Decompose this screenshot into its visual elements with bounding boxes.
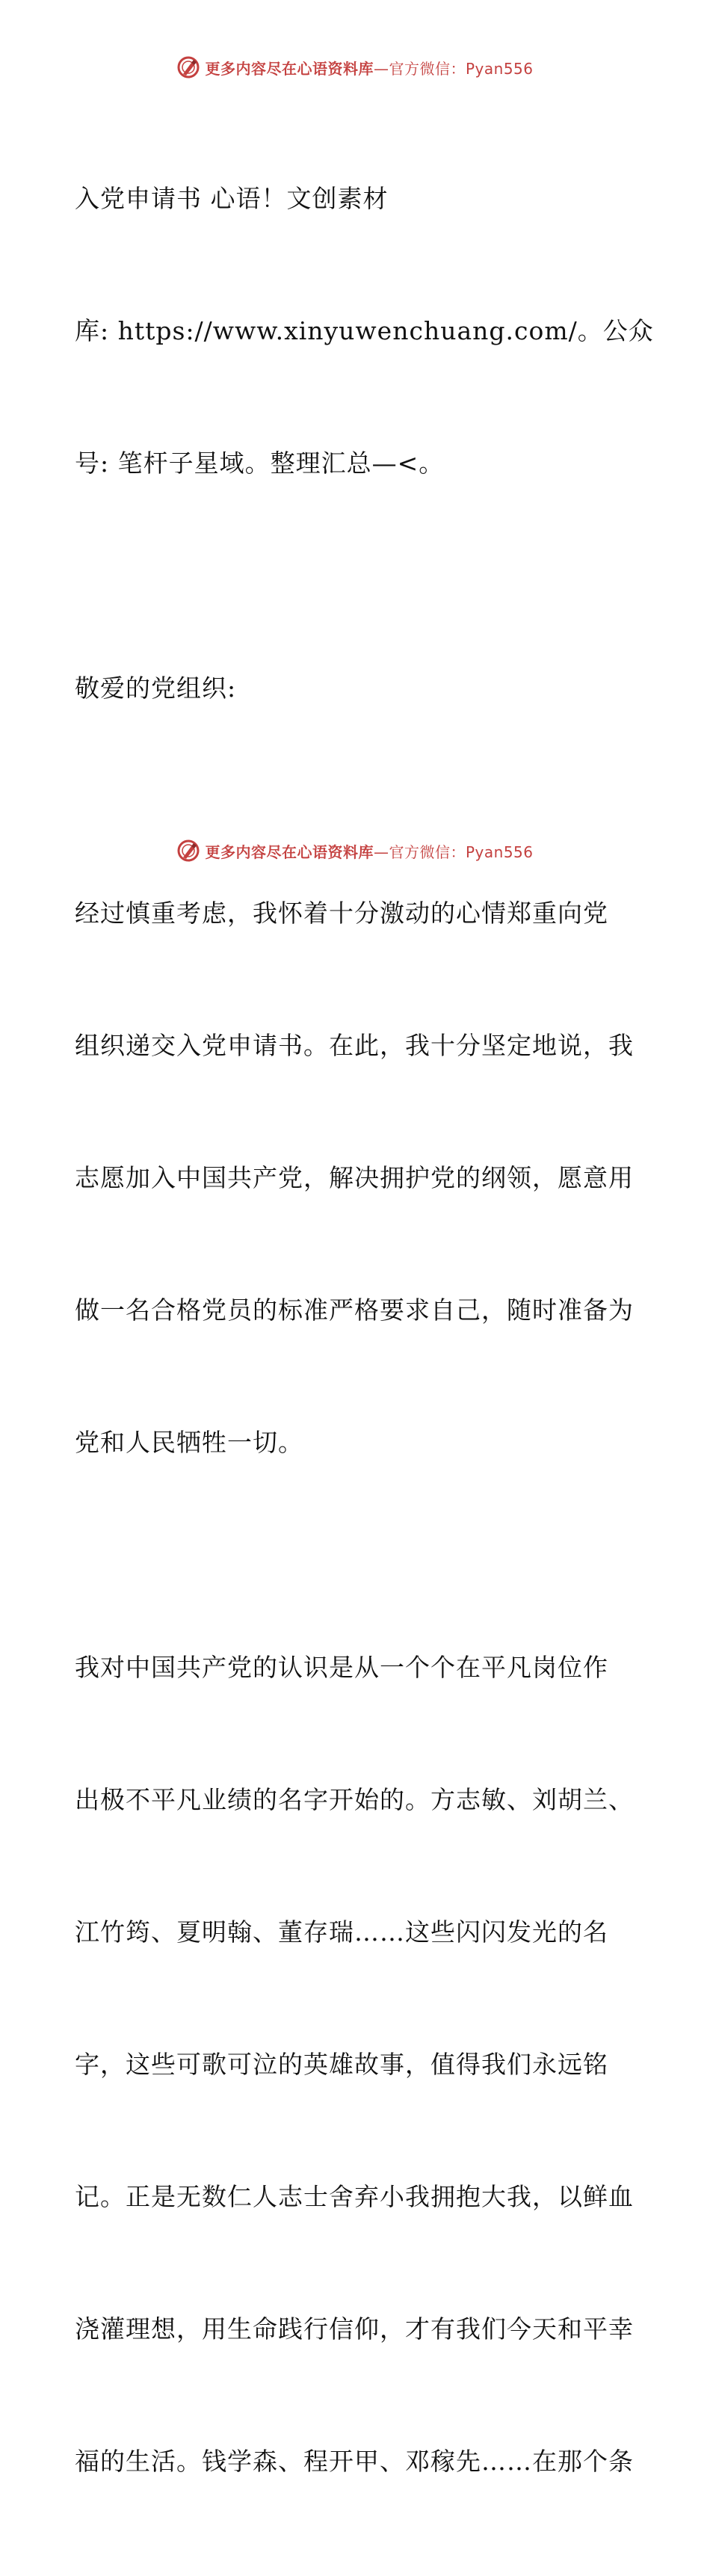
banner-separator: — (373, 842, 389, 861)
salutation-line: 敬爱的党组织: (75, 674, 237, 703)
banner-wechat-label: 官方微信： (389, 842, 466, 861)
banner-text (205, 840, 533, 862)
banner-wechat-id: Pyan556 (465, 59, 534, 78)
banner-title: 更多内容尽在心语资料库 (205, 59, 374, 78)
paragraph-line: 经过慎重考虑，我怀着十分激动的心情郑重向党 (75, 899, 608, 928)
paragraph-line: 组织递交入党申请书。在此，我十分坚定地说，我 (75, 1031, 634, 1060)
header-line: 入党申请书 心语！文创素材 (75, 184, 389, 213)
header-watermark-banner (0, 52, 710, 82)
pen-nib-logo-icon (176, 839, 200, 863)
paragraph-line: 我对中国共产党的认识是从一个个在平凡岗位作 (75, 1653, 608, 1682)
banner-title: 更多内容尽在心语资料库 (205, 842, 374, 861)
footer-watermark-banner (0, 836, 710, 866)
paragraph-line: 江竹筠、夏明翰、董存瑞……这些闪闪发光的名 (75, 1917, 608, 1947)
paragraph-line: 福的生活。钱学森、程开甲、邓稼先……在那个条 (75, 2447, 634, 2476)
pen-nib-logo-icon (176, 55, 200, 79)
paragraph-line: 字，这些可歌可泣的英雄故事，值得我们永远铭 (75, 2050, 608, 2079)
banner-separator: — (373, 59, 389, 78)
paragraph-2 (75, 1557, 643, 2572)
paragraph-line: 做一名合格党员的标准严格要求自己，随时准备为 (75, 1295, 634, 1325)
salutation (75, 578, 643, 798)
paragraph-line: 志愿加入中国共产党，解决拥护党的纲领，愿意用 (75, 1163, 634, 1192)
document-body (75, 88, 654, 2576)
paragraph-1 (75, 803, 643, 1553)
paragraph-line: 出极不平凡业绩的名字开始的。方志敏、刘胡兰、 (75, 1785, 634, 1814)
banner-text (205, 57, 533, 78)
paragraph-line: 党和人民牺牲一切。 (75, 1428, 303, 1457)
paragraph-line: 记。正是无数仁人志士舍弃小我拥抱大我，以鲜血 (75, 2182, 634, 2211)
header-line: 号: 笔杆子星域。整理汇总—<。 (75, 449, 445, 478)
banner-wechat-id: Pyan556 (465, 842, 534, 861)
banner-wechat-label: 官方微信： (389, 59, 466, 78)
paragraph-line: 浇灌理想，用生命践行信仰，才有我们今天和平幸 (75, 2314, 634, 2344)
document-header-paragraph (75, 88, 654, 573)
header-line: 库: https://www.xinyuwenchuang.com/。公众 (75, 316, 654, 345)
